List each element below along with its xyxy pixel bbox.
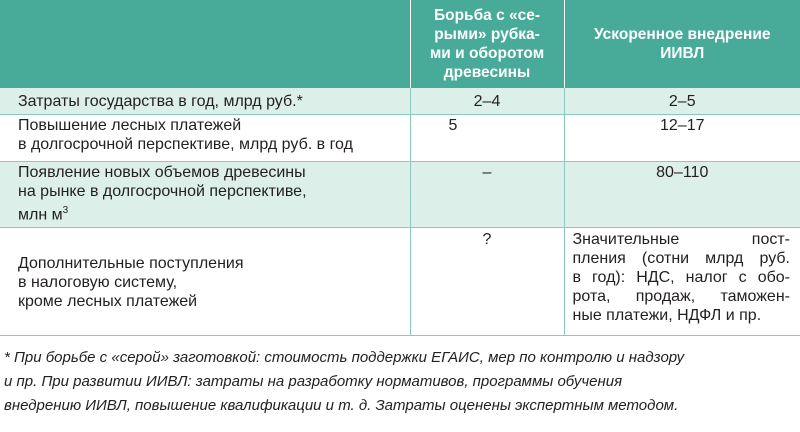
cell-iivl-line: рота, продаж, таможен- (572, 287, 790, 305)
header-line: Ускоренное внедрение (594, 26, 771, 43)
row-label-line: в налоговую систему, (18, 273, 178, 291)
footnote-line: и пр. При развитии ИИВЛ: затраты на разработку нормативов, программы обучения (4, 373, 623, 390)
header-grey-logging (410, 0, 564, 88)
cell-iivl-line: Значительные пост- (572, 230, 790, 248)
footnote (4, 346, 796, 418)
row-label-line: на рынке в долгосрочной перспективе, (18, 182, 307, 200)
header-line: рыми» рубка- (434, 26, 540, 43)
table-row (0, 227, 800, 335)
unit-superscript: 3 (62, 204, 69, 216)
cell-grey-logging: – (410, 161, 564, 227)
row-label-line: в долгосрочной перспективе, млрд руб. в год (18, 135, 353, 153)
row-label (0, 114, 410, 161)
header-line: древесины (443, 64, 531, 81)
footnote-line: внедрению ИИВЛ, повышение квалификации и т. д. Затраты оценены экспертным методом. (4, 397, 679, 414)
header-line: Борьба с «се- (433, 7, 541, 24)
header-iivl-implementation (564, 0, 800, 88)
row-label (0, 227, 410, 335)
table-row (0, 88, 800, 114)
cell-iivl (564, 227, 800, 335)
cell-iivl: 80–110 (564, 161, 800, 227)
cell-grey-logging: 2–4 (410, 88, 564, 114)
table-header-row (0, 0, 800, 88)
cell-iivl-line: в год): НДС, налог с обо- (572, 268, 790, 286)
unit-text: млн м (18, 205, 63, 223)
cell-iivl: 2–5 (564, 88, 800, 114)
footnote-line: * При борьбе с «серой» заготовкой: стоимость поддержки ЕГАИС, мер по контролю и надзору (4, 349, 685, 366)
cell-grey-logging: 5 (410, 114, 564, 161)
row-label-line: Дополнительные поступления (18, 254, 244, 272)
cell-grey-logging: ? (410, 227, 564, 335)
header-empty-cell (0, 0, 410, 88)
table-row (0, 161, 800, 227)
header-line: ми и оборотом (429, 45, 545, 62)
cell-iivl-line: ные платежи, НДФЛ и пр. (572, 306, 762, 324)
row-label-line: Затраты государства в год, млрд руб.* (18, 93, 303, 110)
row-label-line: Появление новых объемов древесины (18, 163, 306, 181)
table-row (0, 114, 800, 161)
cell-iivl-line: пления (сотни млрд руб. (572, 249, 790, 267)
row-label-line: кроме лесных платежей (18, 292, 198, 310)
row-label (0, 161, 410, 227)
row-label-line (18, 201, 404, 224)
cell-iivl: 12–17 (564, 114, 800, 161)
row-label-line: Повышение лесных платежей (18, 116, 242, 134)
row-label (0, 88, 410, 114)
header-line: ИИВЛ (660, 45, 705, 62)
